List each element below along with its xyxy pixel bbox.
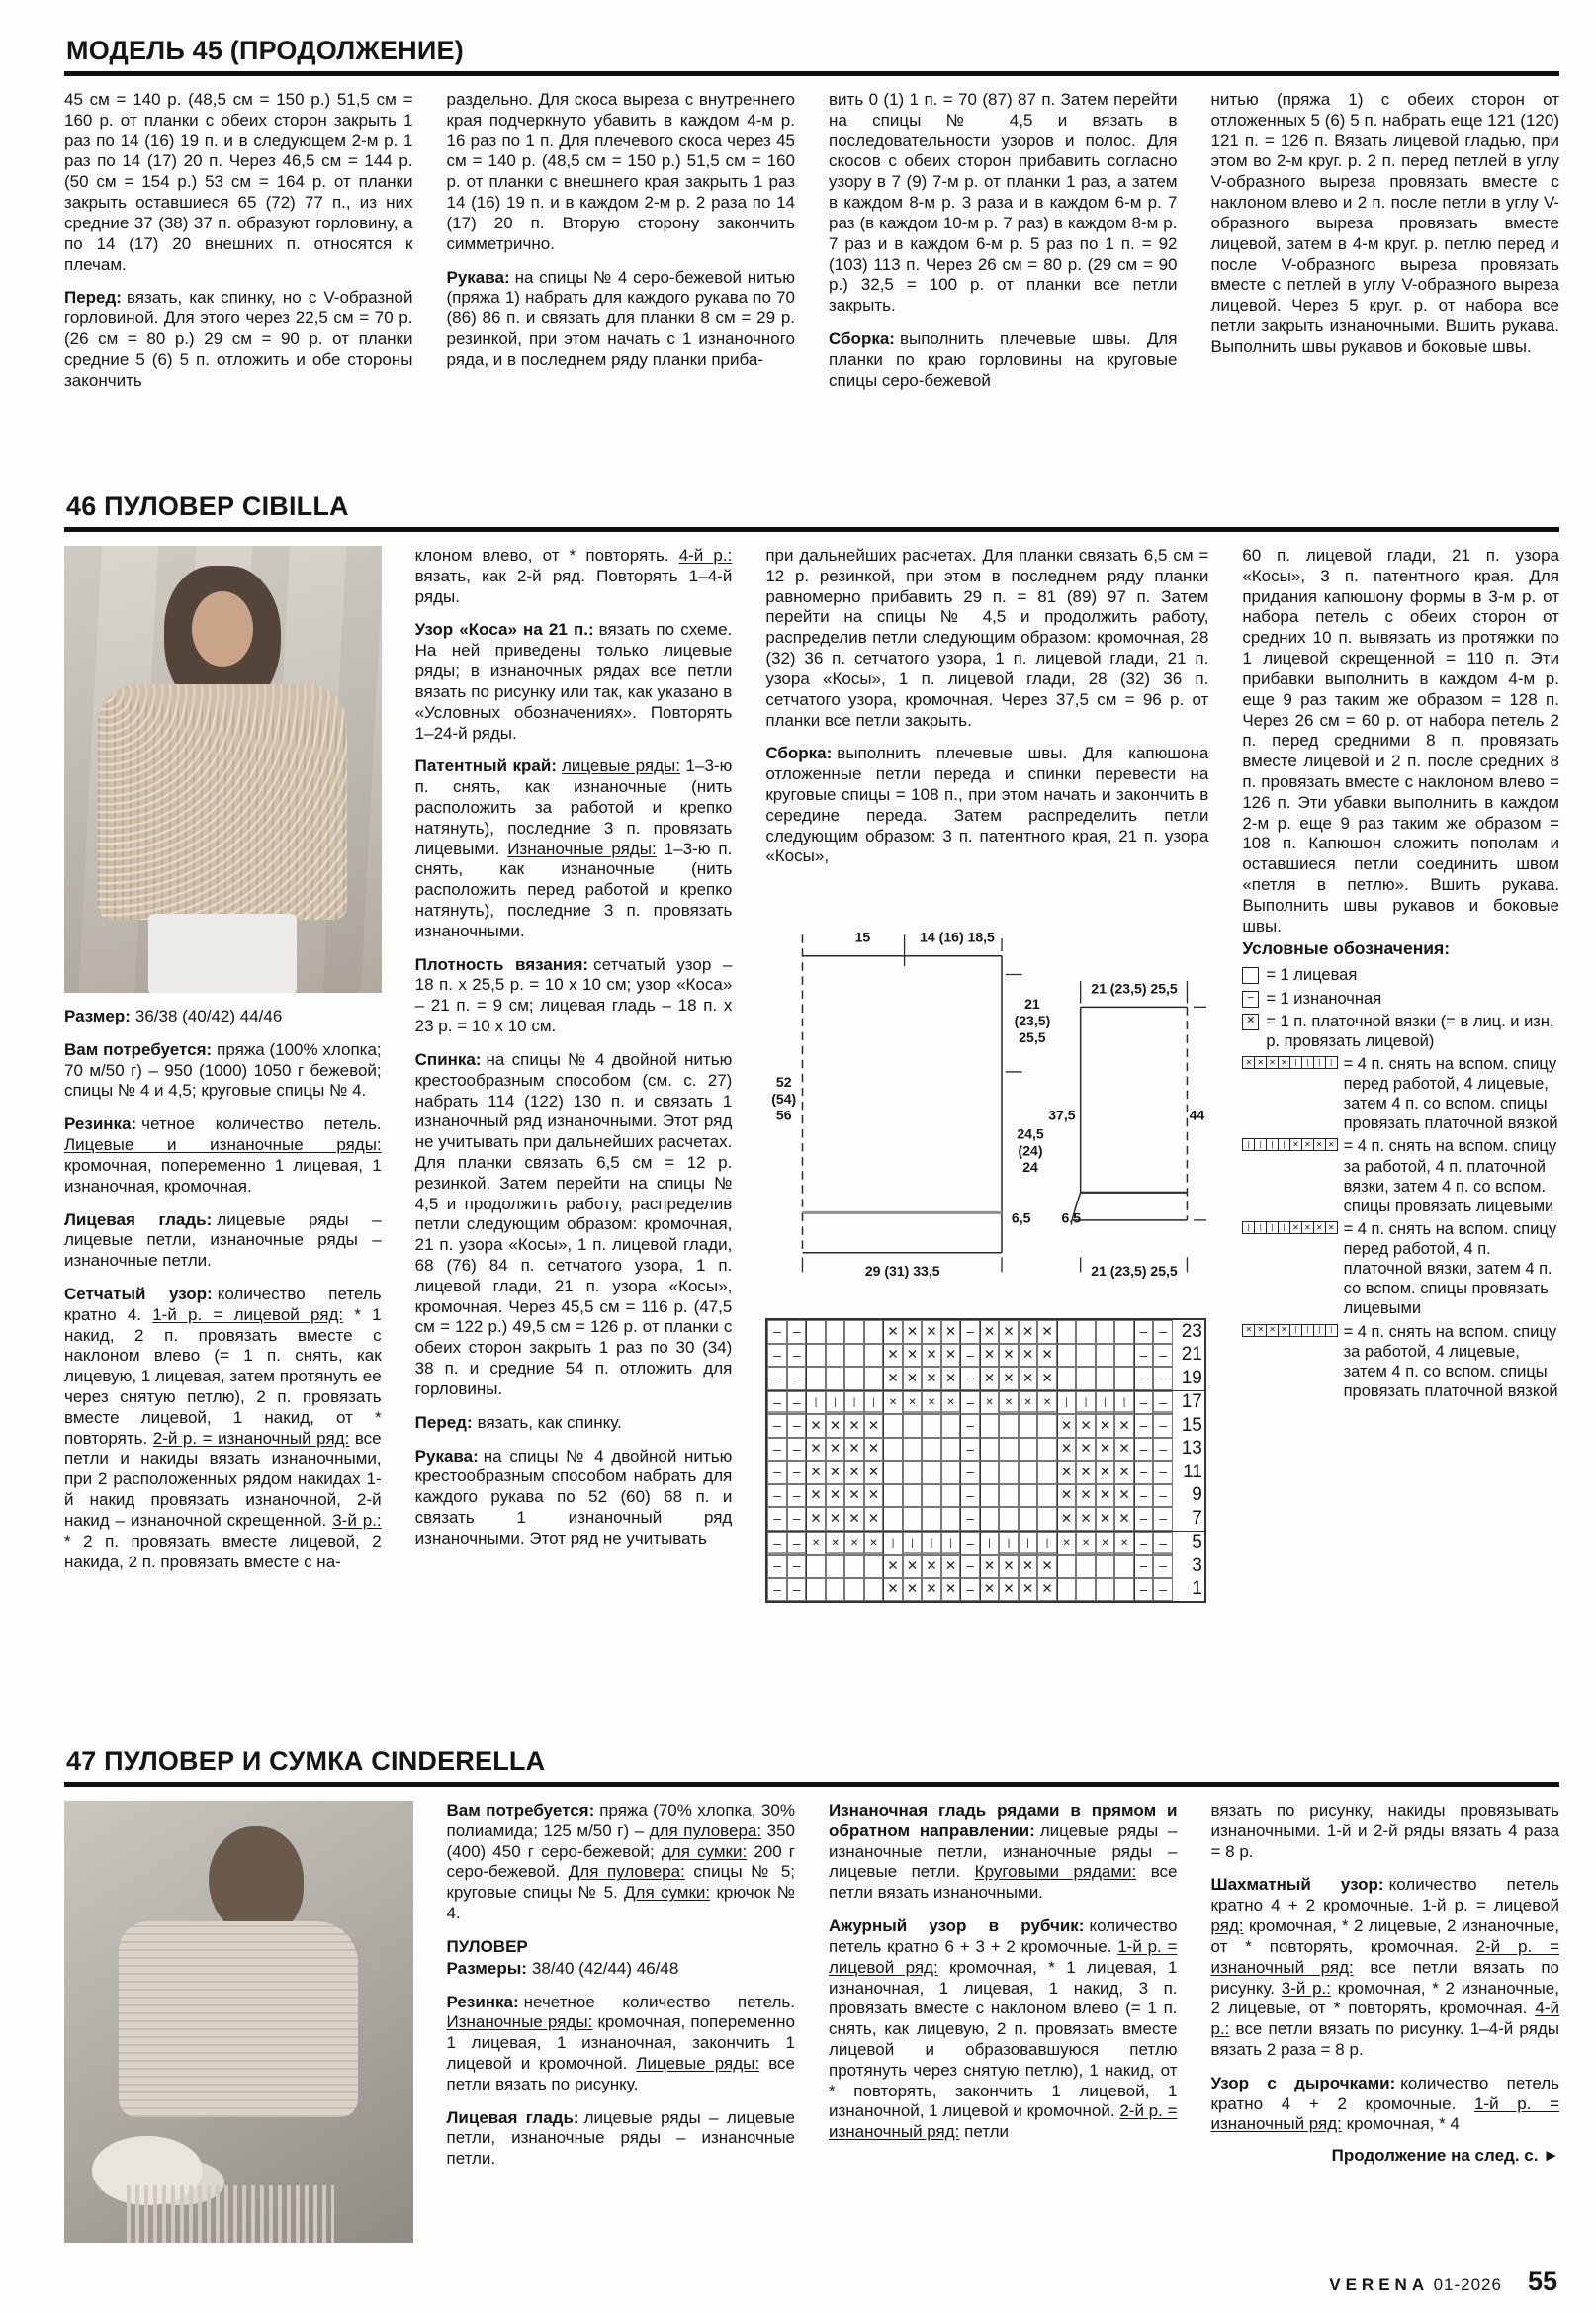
paragraph: Шахматный узор: количество петель кратно 4 + 2 кромочные. 1-й р. = лицевой ряд: кромочная, * 2 лицевые, 2 изнаночные, от * повторять, кромочная. 2-й р. = изнаночный ряд: все петли вязать по рисунку. 3-й р.: кромочная, * 2 изнаночные, 2 лицевые, от * повторять, кромочная. 4-й р.: все петли вязать по рисунку. 1–4-й ряды вязать 2 раза = 8 р. <box>1210 1875 1560 2059</box>
svg-text:24,5: 24,5 <box>1017 1125 1045 1142</box>
knit-symbol-icon: − <box>1242 991 1259 1009</box>
photo-figure-top <box>119 1921 358 2117</box>
svg-text:24: 24 <box>1022 1159 1039 1176</box>
section-rule <box>64 71 1559 76</box>
paragraph: Патентный край: лицевые ряды: 1–3-ю п. снять, как изнаночные (нить расположить за работой и крепко натянуть), последние 3 п. провязать лицевыми. Изнаночные ряды: 1–3-ю п. снять, как изнаночные (нить расположить перед работой и крепко натянуть), последние 3 п. провязать изнаночными. <box>414 756 733 940</box>
legend-item <box>1242 1136 1559 1216</box>
legend-list <box>1242 965 1559 1401</box>
magazine-brand: VERENA <box>1329 2275 1430 2294</box>
paragraph: Лицевая гладь: лицевые ряды – лицевые петли, изнаночные ряды – изнаночные петли. <box>446 2107 795 2169</box>
model45-columns <box>64 90 1559 486</box>
paragraph: Перед: вязать, как спинку. <box>414 1412 622 1432</box>
svg-text:25,5: 25,5 <box>1019 1029 1046 1046</box>
paragraph: Сборка: выполнить плечевые швы. Для капюшона отложенные петли переда и спинки перевести на круговые спицы = 108 п., при этом начать и закончить в середине переда. Затем распределить петли следующим образом: 3 п. патентного края, 21 п. узора «Косы», <box>765 744 1209 866</box>
section-rule <box>64 527 1559 532</box>
paragraph: Изнаночная гладь рядами в прямом и обратном направлении: лицевые ряды – изнаночные петли, изнаночные ряды – лицевые петли. Круговыми рядами: все петли вязать изнаночными. <box>829 1801 1178 1903</box>
m47-col2 <box>447 1801 796 2170</box>
m46-col1-text <box>64 1007 382 1572</box>
paragraph: Плотность вязания: сетчатый узор – 18 п. х 25,5 р. = 10 х 10 см; узор «Коса» – 21 п. = 9 см; лицевая гладь – 18 п. х 23 р. = 10 х 10 см. <box>414 954 733 1036</box>
knit-symbol-icon: ✕ ✕ ✕ ✕ | | | | <box>1242 1056 1336 1134</box>
m47-col3 <box>829 1801 1178 2143</box>
paragraph: Спинка: на спицы № 4 двойной нитью крестообразным способом (см. с. 27) набрать 114 (122) 130 п. и связать 1 изнаночный ряд изнаночными. Этот ряд не учитывать при дальнейших расчетах. Для планки связать 6,5 см = 12 р. резинкой. Затем перейти на спицы № 4,5 и продолжить работу, распределив петли следующим образом: кромочная, 21 п. узора «Косы», 1 п. лицевой глади, 68 (76) 84 п. сетчатого узора, 1 п. лицевой глади, 21 п. узора «Косы», кромочная. Через 45,5 см = 116 р. (47,5 см = 122 р.) 49,5 см = 126 р. от планки с обеих сторон закрыть 1 раз по 30 (34) 38 п. и средние 54 п. отложить для горловины. <box>414 1049 733 1398</box>
m47-col1 <box>64 1801 413 2257</box>
legend-item-text: = 4 п. снять на вспом. спицу перед работой, 4 лицевые, затем 4 п. со вспом. спицы провязать платочной вязкой <box>1343 1054 1558 1133</box>
m46-col4-text <box>1242 546 1559 936</box>
svg-text:52: 52 <box>776 1074 792 1091</box>
paragraph: Размеры: 38/40 (42/44) 46/48 <box>446 1958 679 1978</box>
m45-col3 <box>829 90 1178 391</box>
legend-item <box>1242 1012 1559 1051</box>
paragraph: Узор «Коса» на 21 п.: вязать по схеме. На ней приведены только лицевые ряды; в изнаночных рядах все петли вязать по рисунку или так, как указано в «Условных обозначениях». Повторять 1–24-й ряды. <box>414 620 733 743</box>
paragraph: 60 п. лицевой глади, 21 п. узора «Косы», 3 п. патентного края. Для придания капюшону формы в 3-м р. от набора петель с обеих сторон от средних 10 п. вывязать из протяжки по 1 лицевой скрещенной = 110 п. Эти прибавки выполнить в каждом 4-м р. еще 9 раз таким же образом = 128 п. Через 26 см = 60 р. от набора петель 2 п. перед средними 8 п. провязать вместе лицевой и 2 п. после средних 8 п. провязать вместе с наклоном влево = 126 п. Эти убавки выполнить в каждом 2-м р. еще 9 раз таким же образом = 108 п. Капюшон сложить пополам и оставшиеся петли соединить швом «петля в петлю». Вшить рукава. Выполнить швы рукавов и боковые швы. <box>1242 546 1559 935</box>
m46-col1 <box>64 546 382 1572</box>
section-title-model47: 47 ПУЛОВЕР И СУМКА CINDERELLA <box>66 1746 546 1776</box>
svg-text:(23,5): (23,5) <box>1014 1013 1051 1029</box>
page-number: 55 <box>1527 2267 1557 2296</box>
legend-item <box>1242 1322 1559 1402</box>
paragraph: Вам потребуется: пряжа (70% хлопка, 30% полиамида; 125 м/50 г) – для пуловера: 350 (400) 450 г серо-бежевой; для сумки: 200 г серо-бежевой. Для пуловера: спицы № 5; круговые спицы № 5. Для сумки: крючок № 4. <box>446 1801 796 1923</box>
legend-item <box>1242 1219 1559 1319</box>
photo-fringe <box>127 2185 334 2243</box>
paragraph: Резинка: четное количество петель. Лицевые и изнаночные ряды: кромочная, попеременно 1 лицевая, 1 изнаночная, кромочная. <box>64 1114 382 1196</box>
section-title-model45: МОДЕЛЬ 45 (ПРОДОЛЖЕНИЕ) <box>66 36 464 65</box>
svg-text:21 (23,5) 25,5: 21 (23,5) 25,5 <box>1091 980 1179 997</box>
legend-item <box>1242 1054 1559 1134</box>
knit-symbol-icon: ✕ ✕ ✕ ✕ | | | | <box>1242 1324 1336 1402</box>
svg-text:15: 15 <box>854 929 871 945</box>
paragraph: нитью (пряжа 1) с обеих сторон от отложенных 5 (6) 5 п. набрать еще 121 (120) 121 п. = 126 п. Вязать лицевой гладью, при этом во 2-м круг. р. 2 п. перед петлей в углу V-образного выреза провязать вместе с наклоном влево и 2 п. после петли в углу V-образного выреза провязать вместе лицевой, затем в 4-м круг. р. петлю перед и после V-образного выреза провязать вместе с петлей в углу V-образного выреза лицевой. Через 5 круг. р. от набора все петли закрыть изнаночными. Вшить рукава. Выполнить швы рукавов и боковые швы. <box>1210 90 1559 356</box>
paragraph: Ажурный узор в рубчик: количество петель кратно 6 + 3 + 2 кромочные. 1-й р. = лицевой ряд: кромочная, * 1 лицевая, 1 изнаночная, 1 лицевая, 1 накид, 3 п. провязать вместе с наклоном влево (= 1 п. снять, как лицевую, 2 п. провязать вместе лицевой и образовавшуюся петлю протянуть через снятую петлю), 1 накид, от * повторять, закончить 1 лицевой, 1 изнаночной, 1 лицевой и кромочной. 2-й р. = изнаночный ряд: петли <box>829 1916 1178 2142</box>
svg-text:(54): (54) <box>771 1090 797 1107</box>
paragraph: раздельно. Для скоса выреза с внутреннего края подчеркнуто убавить в каждом 4-м р. 16 раз по 1 п. Для плечевого скоса через 45 см = 140 р. (48,5 см = 150 р.) 51,5 см = 160 р. от планки с внешнего края закрыть 1 раз 14 (16) 19 п. и в каждом 2-м р. 2 раза по 14 (17) 20 п. Вторую сторону закончить симметрично. <box>446 90 795 253</box>
m47-col4 <box>1211 1801 1560 2167</box>
svg-text:6,5: 6,5 <box>1012 1209 1031 1226</box>
svg-text:(24): (24) <box>1018 1142 1043 1159</box>
magazine-issue: 01-2026 <box>1433 2275 1502 2294</box>
knit-symbol-icon: | | | | ✕ ✕ ✕ ✕ <box>1242 1221 1336 1319</box>
paragraph: клоном влево, от * повторять. 4-й р.: вязать, как 2-й ряд. Повторять 1–4-й ряды. <box>414 546 733 606</box>
section-title-model46: 46 ПУЛОВЕР CIBILLA <box>66 491 349 521</box>
legend-item-text: = 4 п. снять на вспом. спицу за работой, 4 п. платочной вязки, затем 4 п. со вспом. спицы провязать лицевыми <box>1343 1137 1557 1215</box>
paragraph: Рукава: на спицы № 4 двойной нитью крестообразным способом набрать для каждого рукава по 52 (60) 68 п. и связать 1 изнаночный ряд изнаночными. Этот ряд не учитывать <box>414 1446 733 1548</box>
measurement-schematic <box>765 873 1208 1298</box>
paragraph: ПУЛОВЕР <box>446 1936 528 1956</box>
photo-figure-face <box>192 591 253 667</box>
knit-symbol-icon <box>1242 967 1259 985</box>
photo-model-47-pullover-bag <box>64 1801 413 2243</box>
svg-text:37,5: 37,5 <box>1048 1107 1076 1123</box>
model46-columns <box>64 546 1559 1742</box>
legend-item-text: = 4 п. снять на вспом. спицу перед работой, 4 п. платочной вязки, затем 4 п. со вспом. спицы провязать лицевыми <box>1343 1219 1557 1318</box>
svg-text:56: 56 <box>776 1107 792 1123</box>
m46-col2 <box>415 546 733 1550</box>
knit-symbol-icon: | | | | ✕ ✕ ✕ ✕ <box>1242 1138 1336 1216</box>
photo-figure-skirt <box>148 914 297 993</box>
paragraph: Сборка: выполнить плечевые швы. Для планки по краю горловины на круговые спицы серо-бежевой <box>829 328 1178 390</box>
svg-text:14 (16) 18,5: 14 (16) 18,5 <box>920 929 996 945</box>
paragraph: при дальнейших расчетах. Для планки связать 6,5 см = 12 р. резинкой, при этом в последнем ряду планки равномерно прибавить 29 п. = 81 (89) 97 п. Затем перейти на спицы № 4,5 и продолжить работу, распределив петли следующим образом: кромочная, 28 (32) 36 п. сетчатого узора, 1 п. лицевой глади, 21 п. узора «Косы», 1 п. лицевой глади, 28 (32) 36 п. сетчатого узора, кромочная. Через 37,5 см = 96 р. от планки все петли закрыть. <box>765 546 1209 730</box>
legend-item-text: = 1 лицевая <box>1266 966 1358 985</box>
schematic-labels <box>772 930 1205 1279</box>
svg-text:44: 44 <box>1189 1107 1205 1123</box>
m46-col4 <box>1242 546 1559 1404</box>
paragraph: вязать по рисунку, накиды провязывать изнаночными. 1-й и 2-й ряды вязать 4 раза = 8 р. <box>1210 1801 1559 1861</box>
svg-text:29 (31) 33,5: 29 (31) 33,5 <box>865 1263 940 1280</box>
legend-item-text: = 4 п. снять на вспом. спицу за работой, 4 лицевые, затем 4 п. со вспом. спицы провязать платочной вязкой <box>1343 1322 1558 1400</box>
legend-title: Условные обозначения: <box>1242 938 1451 959</box>
paragraph: Размер: 36/38 (40/42) 44/46 <box>64 1007 283 1025</box>
m46-col3 <box>765 546 1208 1603</box>
paragraph: Продолжение на след. с. ► <box>1331 2146 1559 2166</box>
paragraph: Вам потребуется: пряжа (100% хлопка; 70 м/50 г) – 950 (1000) 1050 г бежевой; спицы № 4 и 4,5; круговые спицы № 4. <box>64 1039 382 1101</box>
legend-item-text: = 1 п. платочной вязки (= в лиц. и изн. р. провязать лицевой) <box>1266 1012 1554 1050</box>
cable-chart: – – ✕ ✕ ✕ ✕ – ✕ ✕ ✕ ✕ – – 23 – – ✕ ✕ ✕ ✕ – ✕ ✕ ✕ ✕ – – 21 – – ✕ ✕ ✕ ✕ – ✕ ✕ ✕ ✕ – – 19 – – | | | | ✕ ✕ ✕ ✕ – ✕ ✕ ✕ ✕ | | | | – – 17 – – ✕ ✕ ✕ ✕ – ✕ ✕ ✕ ✕ – – 15 – – ✕ ✕ ✕ ✕ – ✕ ✕ ✕ ✕ – – 13 – – ✕ ✕ ✕ ✕ – ✕ ✕ ✕ ✕ – – 11 – – ✕ ✕ ✕ ✕ – ✕ ✕ ✕ ✕ – – 9 – – ✕ ✕ ✕ ✕ – ✕ ✕ ✕ ✕ – – 7 – – ✕ ✕ ✕ ✕ | | | | – | | | | ✕ ✕ ✕ ✕ – – 5 – – ✕ ✕ ✕ ✕ – ✕ ✕ ✕ ✕ – – 3 – – ✕ ✕ ✕ ✕ – ✕ ✕ ✕ ✕ – – 1 <box>765 1318 1206 1603</box>
m45-col1 <box>64 90 413 391</box>
m45-col4 <box>1211 90 1560 358</box>
legend-item <box>1242 989 1559 1009</box>
paragraph: Сетчатый узор: количество петель кратно 4. 1-й р. = лицевой ряд: * 1 накид, 2 п. провязать вместе с наклоном влево (= 1 п. снять, как лицевую, 1 лицевая, затем протянуть ее через снятую петлю), 2 п. провязать вместе лицевой, 1 накид, от * повторять. 2-й р. = изнаночный ряд: все петли и накиды вязать изнаночными, при 2 расположенных рядом накидах 1-й накид провязать изнаночной, 2-й накид – изнаночной скрещенной. 3-й р.: * 2 п. провязать вместе лицевой, 2 накида, 2 п. провязать вместе с на- <box>64 1284 382 1571</box>
svg-text:6,5: 6,5 <box>1061 1209 1082 1226</box>
photo-model-46-pullover <box>64 546 382 993</box>
m46-col3-text <box>765 546 1208 867</box>
photo-figure-sweater <box>98 684 347 920</box>
paragraph: Рукава: на спицы № 4 серо-бежевой нитью (пряжа 1) набрать для каждого рукава по 70 (86) 86 п. и связать для планки 8 см = 29 р. резинкой, при этом начать с 1 изнаночного ряда, и в последнем ряду планки приба- <box>446 267 795 369</box>
section-rule <box>64 1782 1559 1787</box>
paragraph: вить 0 (1) 1 п. = 70 (87) 87 п. Затем перейти на спицы № 4,5 и вязать в последовательности узоров и полос. Для скосов с обеих сторон прибавить согласно узору в 7 (9) 7-м р. от планки 1 раз, а затем в каждом 8-м р. 3 раза и в каждом 6-м р. 7 раз (в каждом 10-м р. 7 раз) в каждом 8-м р. 7 раз и в каждом 6-м р. 5 раз по 1 п. = 92 (103) 113 п. Через 26 см = 80 р. (29 см = 90 р.) 32,5 = 100 р. от планки все петли закрыть. <box>829 90 1178 315</box>
svg-text:21: 21 <box>1024 996 1041 1013</box>
m45-col2 <box>447 90 796 371</box>
paragraph: Узор с дырочками: количество петель кратно 4 + 2 кромочные. 1-й р. = изнаночный ряд: кромочная, * 4 <box>1210 2073 1559 2134</box>
paragraph: Перед: вязать, как спинку, но с V-образной горловиной. Для этого через 22,5 см = 70 р. (26 см = 80 р.) 29 см = 90 р. от планки средние 5 (6) 5 п. отложить и обе стороны закончить <box>64 288 413 390</box>
knit-symbol-icon: ✕ <box>1242 1014 1259 1051</box>
page-footer <box>64 2267 1557 2297</box>
legend-item-text: = 1 изнаночная <box>1266 989 1382 1008</box>
paragraph: Лицевая гладь: лицевые ряды – лицевые петли, изнаночные ряды – изнаночные петли. <box>64 1209 382 1271</box>
paragraph: 45 см = 140 р. (48,5 см = 150 р.) 51,5 см = 160 р. от планки с обеих сторон закрыть 1 раз по 14 (16) 19 п. и в следующем 2-м р. 1 раз по 14 (17) 20 п. Через 46,5 см = 144 р. (50 см = 154 р.) 53 см = 164 р. от планки закрыть оставшиеся 65 (72) 77 п., из них средние 37 (38) 37 п. образуют горловину, а по 14 (17) 20 внешних п. относятся к плечам. <box>64 90 413 274</box>
svg-text:21 (23,5) 25,5: 21 (23,5) 25,5 <box>1091 1263 1179 1280</box>
paragraph: Резинка: нечетное количество петель. Изнаночные ряды: кромочная, попеременно 1 лицевая, 1 изнаночная, закончить 1 лицевой и кромочной. Лицевые ряды: все петли вязать по рисунку. <box>446 1992 795 2093</box>
model47-columns <box>64 1801 1559 2257</box>
legend-item <box>1242 965 1559 985</box>
